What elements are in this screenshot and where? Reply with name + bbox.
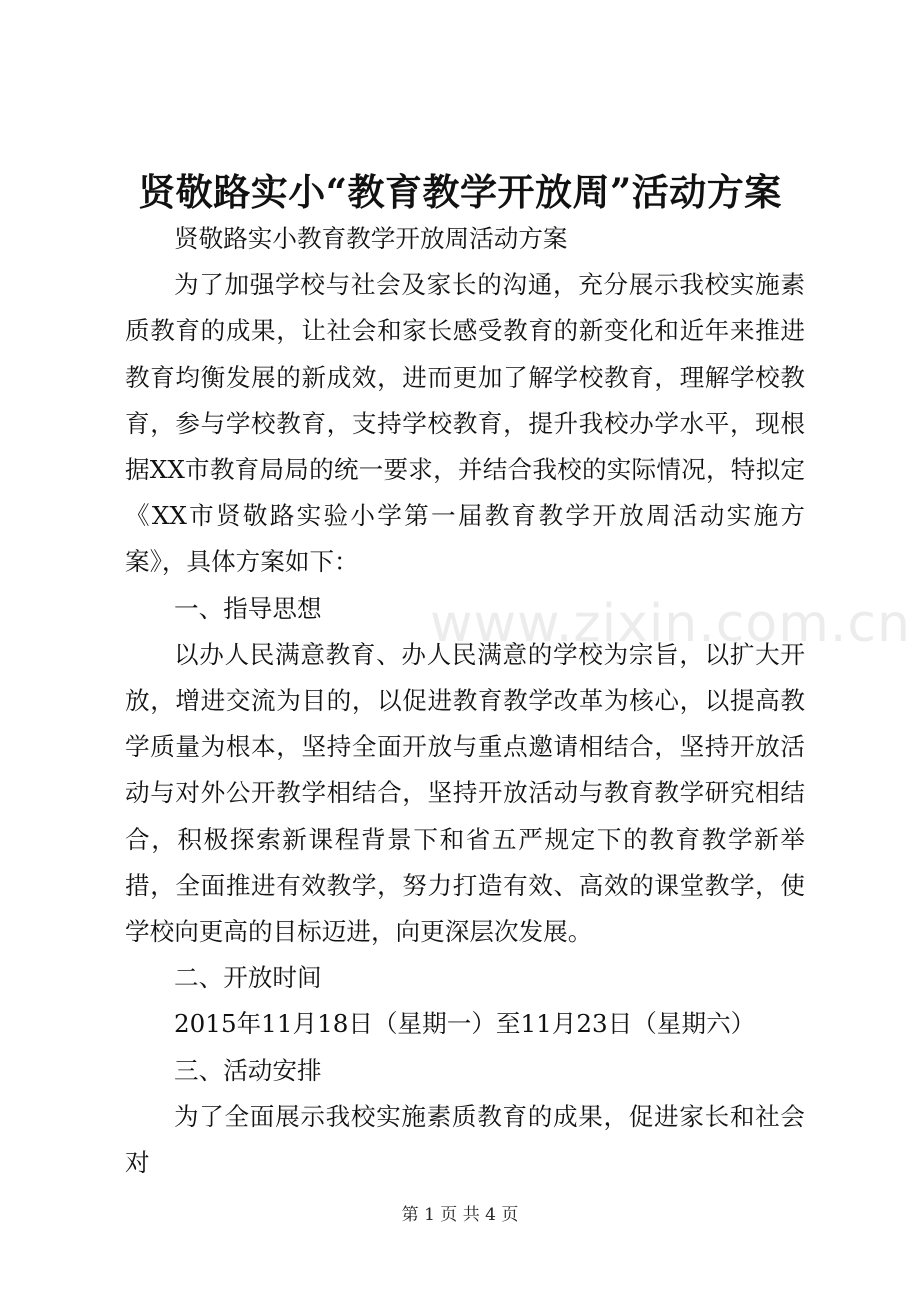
watermark: www.zixin.com.cn xyxy=(430,594,911,654)
section-heading-open-time: 二、开放时间 xyxy=(174,963,322,993)
document-title: 贤敬路实小“教育教学开放周”活动方案 xyxy=(138,170,782,214)
subtitle-paragraph: 贤敬路实小教育教学开放周活动方案 xyxy=(174,224,568,253)
document-body xyxy=(125,216,805,1186)
intro-paragraph: 为了加强学校与社会及家长的沟通，充分展示我校实施素质教育的成果，让社会和家长感受教育的新变化和近年来推进教育均衡发展的新成效，进而更加了解学校教育，理解学校教育，参与学校教育，支持学校教育，提升我校办学水平，现根据XX市教育局局的统一要求，并结合我校的实际情况，特拟定《XX市贤敬路实验小学第一届教育教学开放周活动实施方案》，具体方案如下： xyxy=(125,270,805,577)
guiding-thought-paragraph: 以办人民满意教育、办人民满意的学校为宗旨，以扩大开放，增进交流为目的，以促进教育教学改革为核心，以提高教学质量为根本，坚持全面开放与重点邀请相结合，坚持开放活动与对外公开教学相结合，坚持开放活动与教育教学研究相结合，积极探索新课程背景下和省五严规定下的教育教学新举措，全面推进有效教学，努力打造有效、高效的课堂教学，使学校向更高的目标迈进，向更深层次发展。 xyxy=(125,639,805,947)
section-heading-activity-arrangement: 三、活动安排 xyxy=(174,1055,322,1085)
activity-arrangement-paragraph: 为了全面展示我校实施素质教育的成果，促进家长和社会对 xyxy=(125,1101,805,1178)
page-footer: 第 1 页 共 4 页 xyxy=(401,1205,519,1225)
section-heading-guiding-thought: 一、指导思想 xyxy=(174,593,322,623)
open-time-paragraph: 2015年11月18日（星期一）至11月23日（星期六） xyxy=(174,1009,756,1039)
